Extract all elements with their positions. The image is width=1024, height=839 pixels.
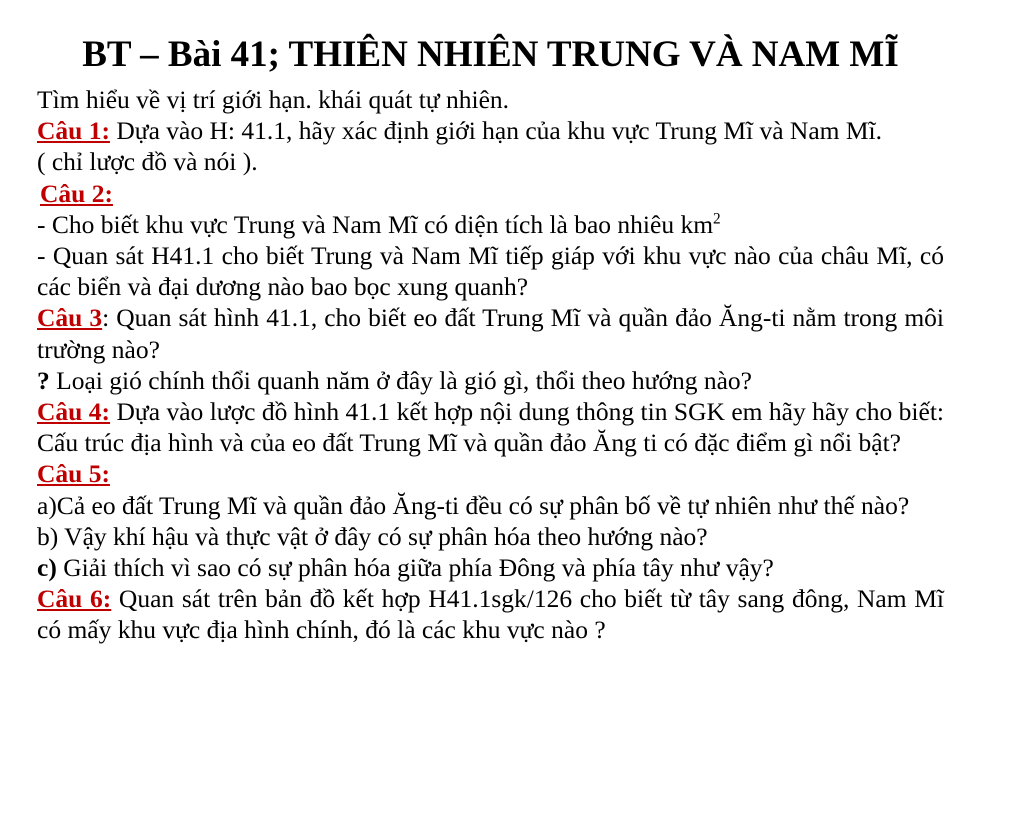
question-4-text: Dựa vào lược đồ hình 41.1 kết hợp nội dung thông tin SGK em hãy hãy cho biết: Cấu trúc địa hình và của eo đất Trung Mĩ và quần đảo Ăng ti có đặc điểm gì nổi bật? <box>37 397 944 458</box>
question-1-text: Dựa vào H: 41.1, hãy xác định giới hạn của khu vực Trung Mĩ và Nam Mĩ. <box>109 116 882 146</box>
question-4-label: Câu 4: <box>37 397 111 427</box>
page-title: BT – Bài 41; THIÊN NHIÊN TRUNG VÀ NAM MĨ <box>82 34 899 75</box>
question-5 <box>37 458 944 489</box>
question-5-c-mark: c) <box>37 553 57 583</box>
question-3 <box>37 302 944 364</box>
question-4 <box>37 396 944 458</box>
question-3-text: : Quan sát hình 41.1, cho biết eo đất Trung Mĩ và quần đảo Ăng-ti nằm trong môi trường nào? <box>37 303 944 364</box>
question-2-line-1 <box>37 209 944 240</box>
question-2-label: Câu 2: <box>40 178 113 208</box>
question-2-line-2: - Quan sát H41.1 cho biết Trung và Nam Mĩ tiếp giáp với khu vực nào của châu Mĩ, có các biển và đại dương nào bao bọc xung quanh? <box>37 241 944 302</box>
question-6-label: Câu 6: <box>37 584 112 614</box>
question-1 <box>37 115 944 146</box>
question-5-c-text: Giải thích vì sao có sự phân hóa giữa phía Đông và phía tây như vậy? <box>56 553 774 583</box>
intro-text: Tìm hiểu về vị trí giới hạn. khái quát tự nhiên. <box>37 85 510 114</box>
question-6 <box>37 583 944 645</box>
question-5-a: a)Cả eo đất Trung Mĩ và quần đảo Ăng-ti đều có sự phân bố về tự nhiên như thế nào? <box>37 490 910 520</box>
question-1-label: Câu 1: <box>37 116 110 146</box>
question-1-note-text: ( chỉ lược đồ và nói ). <box>37 147 258 177</box>
question-5-c <box>37 552 944 583</box>
question-mark: ? <box>37 365 50 395</box>
question-2-line-1-text: - Cho biết khu vực Trung và Nam Mĩ có diện tích là bao nhiêu km <box>37 209 714 239</box>
question-1-note <box>37 146 944 177</box>
question-5-b: b) Vậy khí hậu và thực vật ở đây có sự phân hóa theo hướng nào? <box>37 521 708 551</box>
question-3-sub <box>37 365 944 396</box>
question-3-label: Câu 3 <box>37 303 103 333</box>
question-3-sub-text: Loại gió chính thổi quanh năm ở đây là gió gì, thổi theo hướng nào? <box>49 365 752 395</box>
km-superscript: 2 <box>713 210 721 228</box>
question-6-text: Quan sát trên bản đồ kết hợp H41.1sgk/126 cho biết từ tây sang đông, Nam Mĩ có mấy khu vực địa hình chính, đó là các khu vực nào ? <box>37 584 945 645</box>
question-2 <box>37 178 944 209</box>
question-5-label: Câu 5: <box>37 459 110 489</box>
